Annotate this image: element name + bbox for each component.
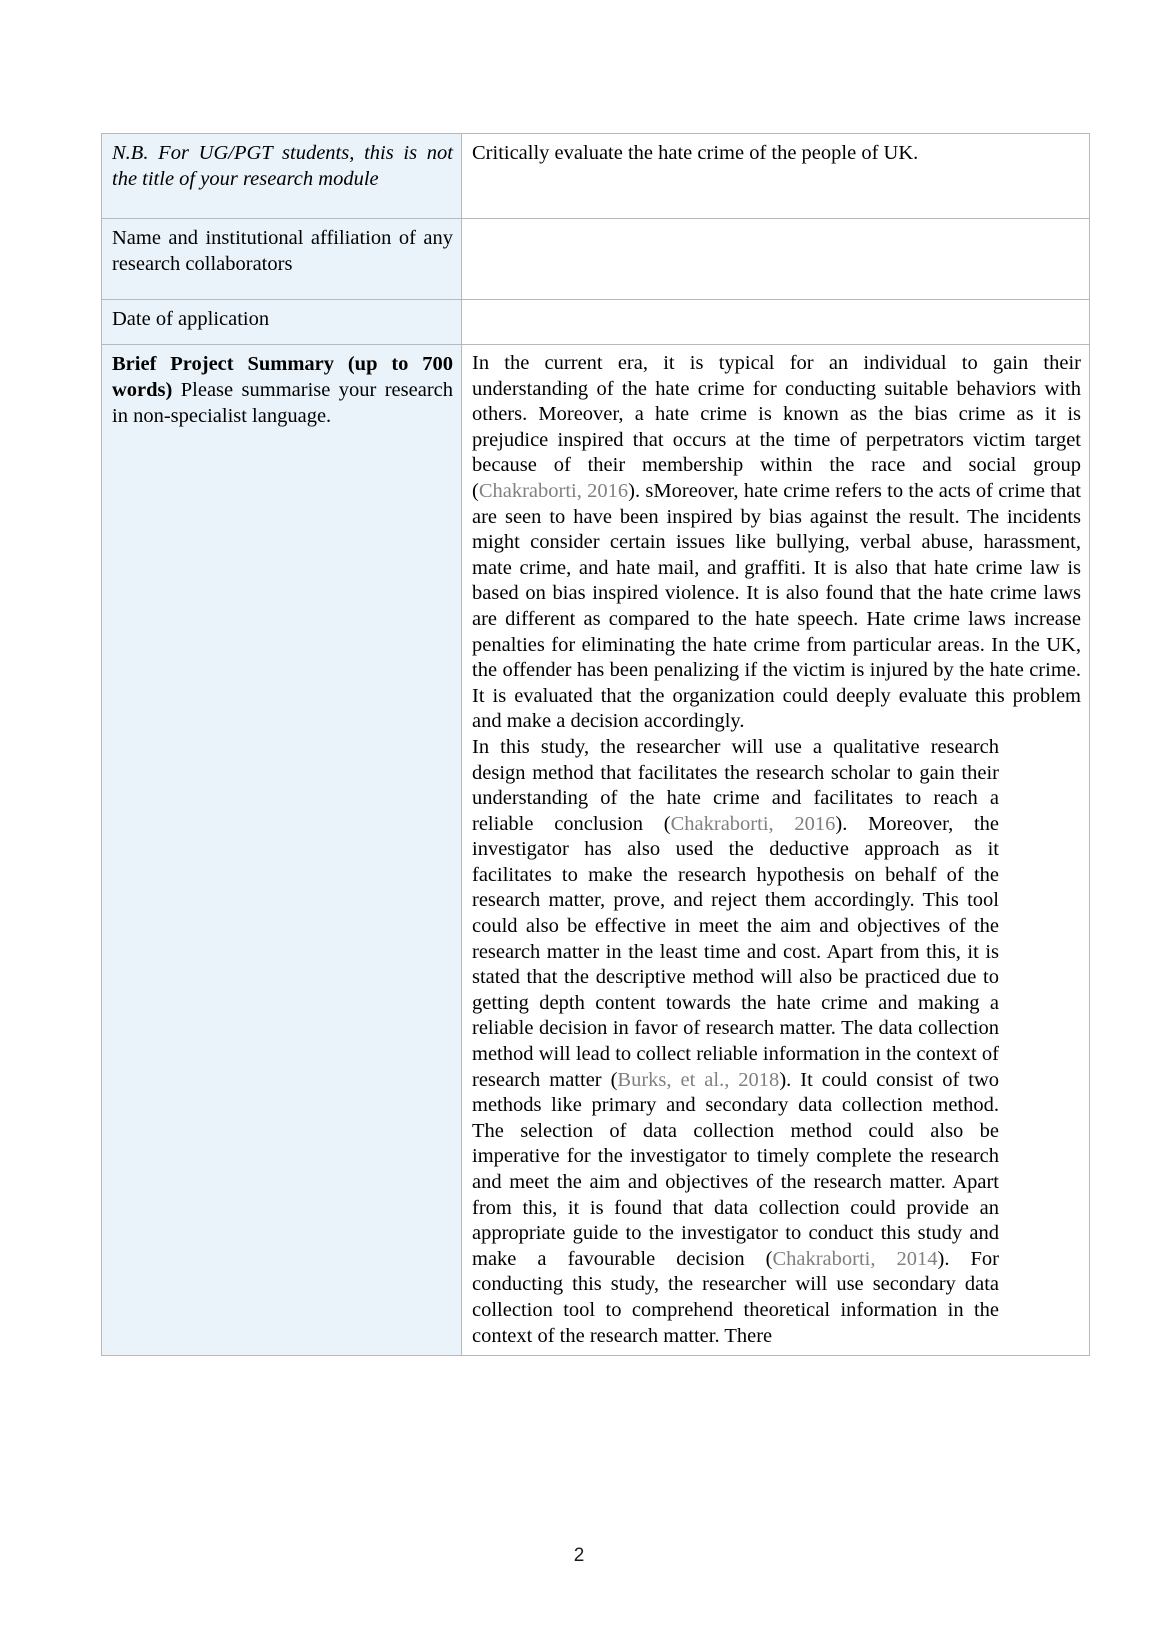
brief-project-summary-label-rest: Please summarise your research in non-specialist language.: [112, 379, 453, 427]
research-title-value: Critically evaluate the hate crime of the people of UK.: [472, 142, 919, 164]
value-cell-brief-project-summary[interactable]: [462, 345, 1090, 1356]
citation-reference: Chakraborti, 2014: [772, 1247, 938, 1270]
summary-text-run: ). Moreover, the investigator has also used the deductive approach as it facilitates to make the research hypothesis on behalf of the research matter, prove, and reject them accordingly. This tool could also be effective in meet the aim and objectives of the research matter in the least time and cost. Apart from this, it is stated that the descriptive method will also be practiced due to getting depth content towards the hate crime and making a reliable decision in favor of research matter. The data collection method will lead to collect reliable information in the context of research matter (: [472, 812, 999, 1091]
brief-project-summary-label-bold: Brief Project Summary (up to 700 words): [112, 353, 453, 401]
summary-text-run: ). It could consist of two methods like primary and secondary data collection method. The selection of data collection method could also be imperative for the investigator to timely complete the research and meet the aim and objectives of the research matter. Apart from this, it is found that data collection could provide an appropriate guide to the investigator to conduct this study and make a favourable decision (: [472, 1068, 999, 1270]
brief-project-summary-label: [112, 351, 453, 429]
summary-paragraph: [472, 351, 1081, 735]
collaborators-label: Name and institutional affiliation of any research collaborators: [112, 227, 453, 275]
summary-text-run: ). sMoreover, hate crime refers to the acts of crime that are seen to have been inspired by bias against the result. The incidents might consider certain issues like bullying, verbal abuse, harassment, mate crime, and hate mail, and graffiti. It is also that hate crime law is based on bias inspired violence. It is also found that the hate crime laws are different as compared to the hate speech. Hate crime laws increase penalties for eliminating the hate crime from particular areas. In the UK, the offender has been penalizing if the victim is injured by the hate crime. It is evaluated that the organization could deeply evaluate this problem and make a decision accordingly.: [472, 479, 1081, 733]
table-row-collaborators: [102, 219, 1090, 300]
brief-project-summary-text: [472, 351, 1081, 1349]
label-cell-brief-project-summary: [102, 345, 462, 1356]
summary-paragraph: [472, 735, 999, 1349]
page-number: 2: [573, 1545, 585, 1566]
citation-reference: Burks, et al., 2018: [617, 1068, 780, 1091]
summary-text-run: In this study, the researcher will use a qualitative research design method that facilitates the research scholar to gain their understanding of the hate crime and facilitates to reach a reliable conclusion (: [472, 735, 999, 835]
ethics-application-form-table: [101, 133, 1090, 1356]
value-cell-research-title[interactable]: [462, 134, 1090, 219]
label-cell-research-title: [102, 134, 462, 219]
table-row-brief-project-summary: [102, 345, 1090, 1356]
table-row-date-of-application: [102, 300, 1090, 345]
label-cell-date-of-application: [102, 300, 462, 345]
table-row-research-title: [102, 134, 1090, 219]
label-cell-collaborators: [102, 219, 462, 300]
citation-reference: Chakraborti, 2016: [478, 479, 629, 502]
date-of-application-label: Date of application: [112, 308, 270, 330]
summary-text-run: In the current era, it is typical for an individual to gain their understanding of the hate crime for conducting suitable behaviors with others. Moreover, a hate crime is known as the bias crime as it is prejudice inspired that occurs at the time of perpetrators victim target because of their membership within the race and social group (: [472, 352, 1081, 502]
summary-text-run: ). For conducting this study, the researcher will use secondary data collection tool to comprehend theoretical information in the context of the research matter. There: [472, 1247, 999, 1347]
value-cell-date-of-application[interactable]: [462, 300, 1090, 345]
value-cell-collaborators[interactable]: [462, 219, 1090, 300]
research-title-label: N.B. For UG/PGT students, this is not the title of your research module: [112, 142, 453, 190]
citation-reference: Chakraborti, 2016: [670, 812, 836, 835]
